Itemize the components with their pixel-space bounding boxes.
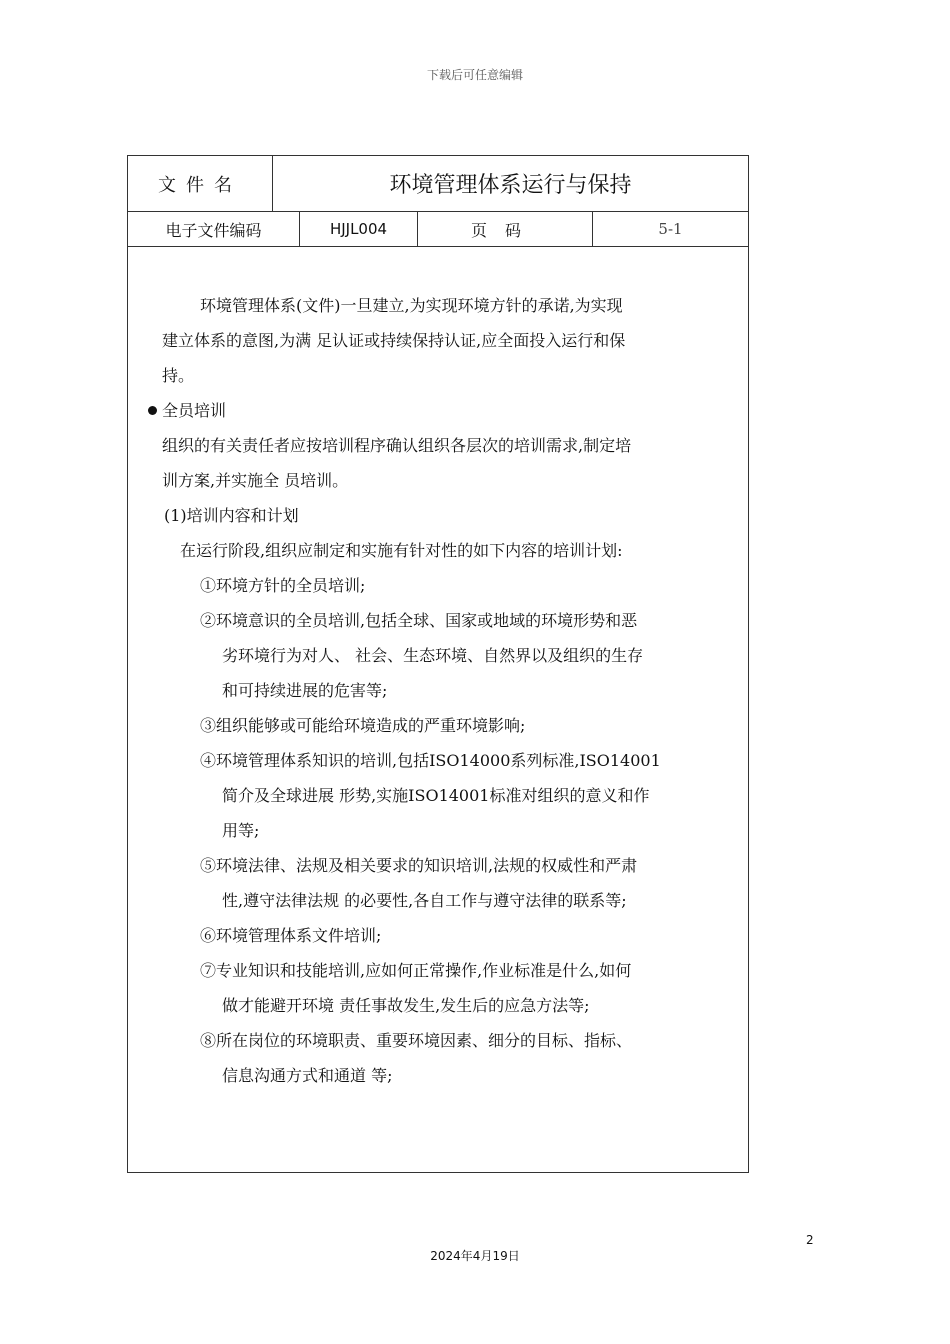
page-label: 页码 — [418, 212, 593, 246]
footer-date: 2024年4月19日 — [430, 1249, 520, 1263]
list-item-cont: 和可持续进展的危害等; — [222, 681, 388, 700]
list-item: ⑤环境法律、法规及相关要求的知识培训,法规的权威性和严肃 — [200, 856, 638, 875]
section-heading — [148, 398, 226, 421]
section-line: 训方案,并实施全 员培训。 — [162, 471, 349, 490]
document-table — [127, 155, 749, 1173]
title-row — [128, 156, 748, 212]
list-item-cont: 性,遵守法律法规 的必要性,各自工作与遵守法律的联系等; — [222, 891, 627, 910]
list-item: ③组织能够或可能给环境造成的严重环境影响; — [200, 716, 526, 735]
code-label: 电子文件编码 — [128, 212, 300, 246]
document-title: 环境管理体系运行与保持 — [389, 173, 632, 198]
intro-line: 环境管理体系(文件)一旦建立,为实现环境方针的承诺,为实现 — [200, 296, 623, 315]
header-note: 下载后可任意编辑 — [426, 68, 523, 82]
meta-row — [128, 212, 748, 247]
page-value: 5-1 — [658, 220, 683, 238]
file-name-label: 文件名 — [128, 156, 273, 211]
intro-line: 建立体系的意图,为满 足认证或持续保持认证,应全面投入运行和保 — [162, 331, 626, 350]
list-item-cont: 信息沟通方式和通道 等; — [222, 1066, 393, 1085]
list-item: ⑦专业知识和技能培训,应如何正常操作,作业标准是什么,如何 — [200, 961, 632, 980]
list-item: ⑥环境管理体系文件培训; — [200, 926, 382, 945]
section-line: 组织的有关责任者应按培训程序确认组织各层次的培训需求,制定培 — [162, 436, 632, 455]
list-item-cont: 简介及全球进展 形势,实施ISO14001标准对组织的意义和作 — [222, 786, 650, 805]
list-item: ①环境方针的全员培训; — [200, 576, 366, 595]
code-value: HJJL004 — [300, 212, 418, 246]
list-item: ⑧所在岗位的环境职责、重要环境因素、细分的目标、指标、 — [200, 1031, 633, 1050]
section-title: 全员培训 — [162, 401, 227, 420]
intro-line: 持。 — [162, 366, 195, 385]
bullet-icon — [148, 406, 157, 415]
list-item: ④环境管理体系知识的培训,包括ISO14000系列标准,ISO14001 — [200, 751, 661, 770]
list-item-cont: 做才能避开环境 责任事故发生,发生后的应急方法等; — [222, 996, 590, 1015]
sub-title: (1)培训内容和计划 — [164, 506, 299, 525]
list-item-cont: 用等; — [222, 821, 260, 840]
list-item-cont: 劣环境行为对人、 社会、生态环境、自然界以及组织的生存 — [222, 646, 644, 665]
list-item: ②环境意识的全员培训,包括全球、国家或地域的环境形势和恶 — [200, 611, 638, 630]
sub-paragraph: 在运行阶段,组织应制定和实施有针对性的如下内容的培训计划: — [180, 541, 623, 560]
page-number: 2 — [806, 1233, 814, 1247]
